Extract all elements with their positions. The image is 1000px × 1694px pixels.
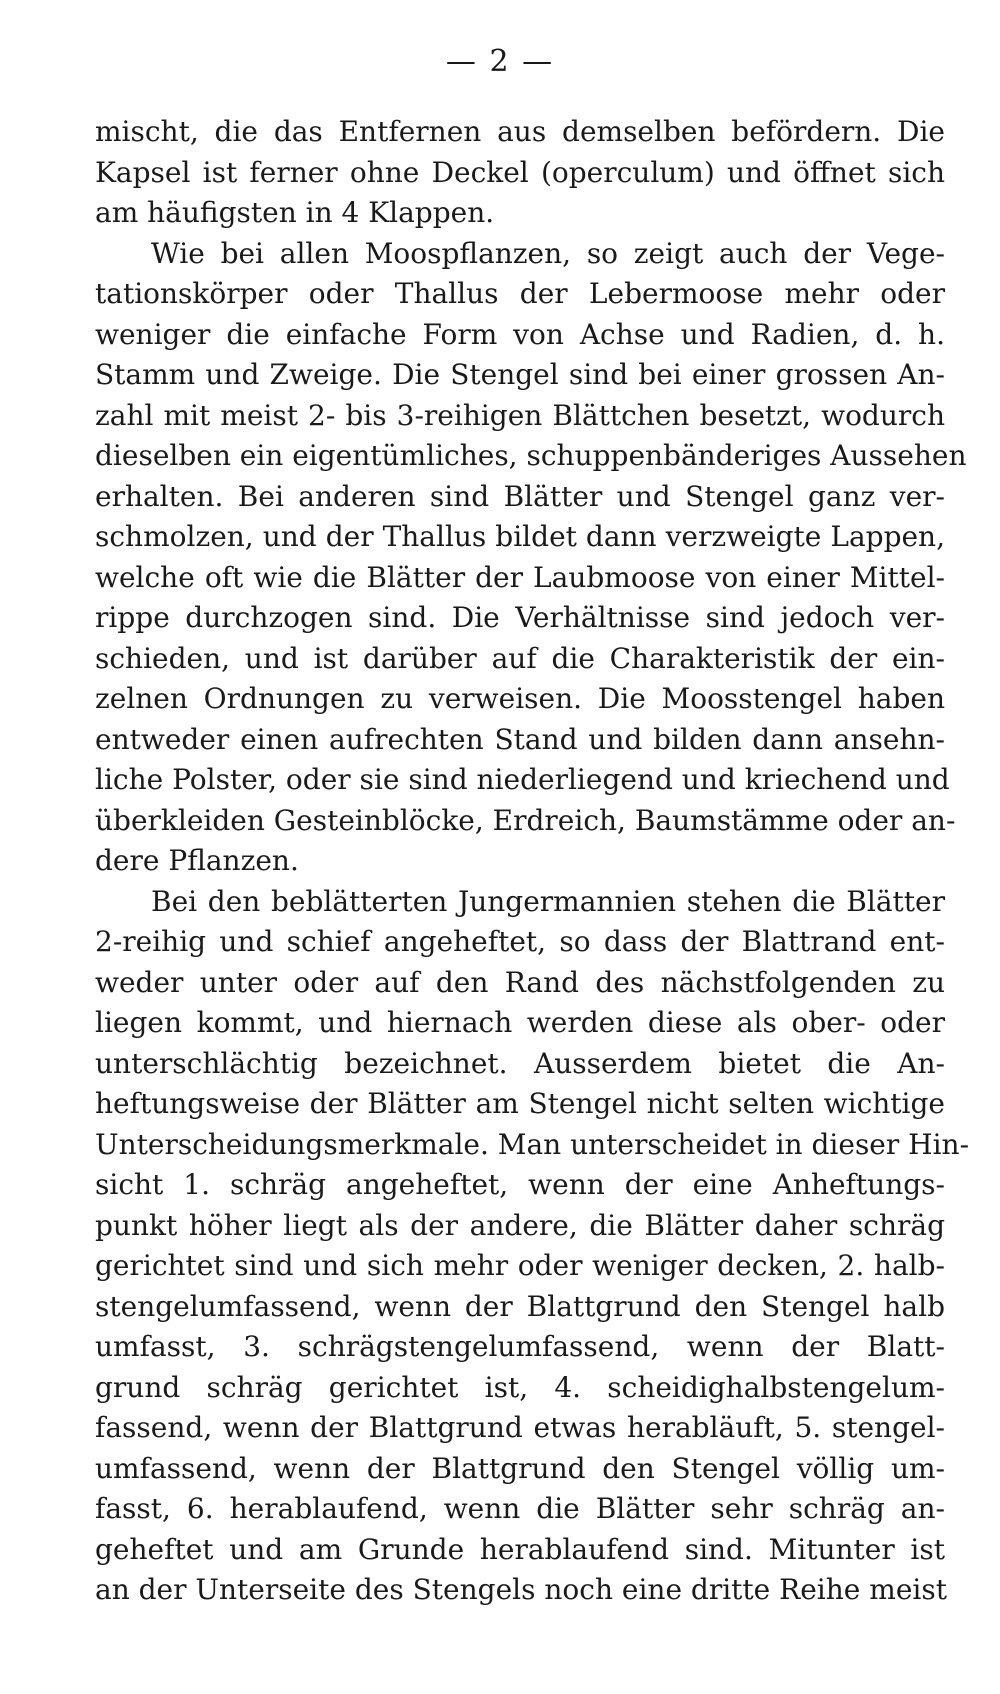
text-line: an der Unterseite des Stengels noch eine dritte Reihe meist [95,1573,947,1606]
text-line: mischt, die das Entfernen aus demselben befördern. Die [95,115,945,148]
page-number: — 2 — [445,44,555,79]
text-line: schmolzen, und der Thallus bildet dann verzweigte Lappen, [95,520,945,553]
body-text [95,112,970,1611]
text-line: heftungsweise der Blätter am Stengel nicht selten wichtige [95,1087,945,1120]
text-line: zahl mit meist 2- bis 3-reihigen Blättchen besetzt, wodurch [95,398,945,432]
text-line: stengelumfassend, wenn der Blattgrund den Stengel halb [95,1289,945,1323]
text-line: rippe durchzogen sind. Die Verhältnisse sind jedoch ver- [95,601,945,634]
text-line: Stamm und Zweige. Die Stengel sind bei einer grossen An- [95,358,945,391]
text-line: am häufigsten in 4 Klappen. [95,196,495,229]
text-line: sicht 1. schräg angeheftet, wenn der eine Anheftungs- [95,1168,945,1201]
text-line: weder unter oder auf den Rand des nächstfolgenden zu [95,965,945,999]
text-line: überkleiden Gesteinblöcke, Erdreich, Baumstämme oder an- [95,803,956,837]
paragraph-start-line: Bei den beblätterten Jungermannien stehen die Blätter [151,884,945,918]
text-line: gerichtet sind und sich mehr oder weniger decken, 2. halb- [95,1249,945,1282]
text-line: weniger die einfache Form von Achse und Radien, d. h. [95,317,945,351]
text-line: umfasst, 3. schrägstengelumfassend, wenn der Blatt- [95,1330,945,1363]
text-line: tationskörper oder Thallus der Lebermoose mehr oder [95,277,945,310]
text-line: erhalten. Bei anderen sind Blätter und Stengel ganz ver- [95,479,945,513]
text-line: entweder einen aufrechten Stand und bilden dann ansehn- [95,722,945,756]
text-line: liche Polster, oder sie sind niederliegend und kriechend und [95,763,950,796]
text-line: 2-reihig und schief angeheftet, so dass der Blattrand ent- [95,925,945,958]
text-line: liegen kommt, und hiernach werden diese als ober- oder [95,1006,945,1039]
text-line: unterschlächtig bezeichnet. Ausserdem bietet die An- [95,1046,945,1080]
text-line: fasst, 6. herablaufend, wenn die Blätter sehr schräg an- [95,1492,945,1525]
text-line: welche oft wie die Blätter der Laubmoose von einer Mittel- [95,560,945,594]
text-line: dere Pflanzen. [95,844,299,877]
text-line: Kapsel ist ferner ohne Deckel (operculum) und öffnet sich [95,155,945,189]
text-line: geheftet und am Grunde herablaufend sind. Mitunter ist [95,1532,945,1566]
text-line: punkt höher liegt als der andere, die Blätter daher schräg [95,1208,945,1242]
text-line: Unterscheidungsmerkmale. Man unterscheidet in dieser Hin- [95,1127,970,1161]
text-line: zelnen Ordnungen zu verweisen. Die Moosstengel haben [95,682,945,715]
text-line: schieden, und ist darüber auf die Charakteristik der ein- [95,641,945,675]
text-line: umfassend, wenn der Blattgrund den Stengel völlig um- [95,1451,945,1485]
paragraph-start-line: Wie bei allen Moospflanzen, so zeigt auch der Vege- [151,236,945,270]
text-line: dieselben ein eigentümliches, schuppenbänderiges Aussehen [95,439,967,472]
text-line: grund schräg gerichtet ist, 4. scheidighalbstengelum- [95,1370,945,1404]
text-line: fassend, wenn der Blattgrund etwas herabläuft, 5. stengel- [95,1411,945,1444]
